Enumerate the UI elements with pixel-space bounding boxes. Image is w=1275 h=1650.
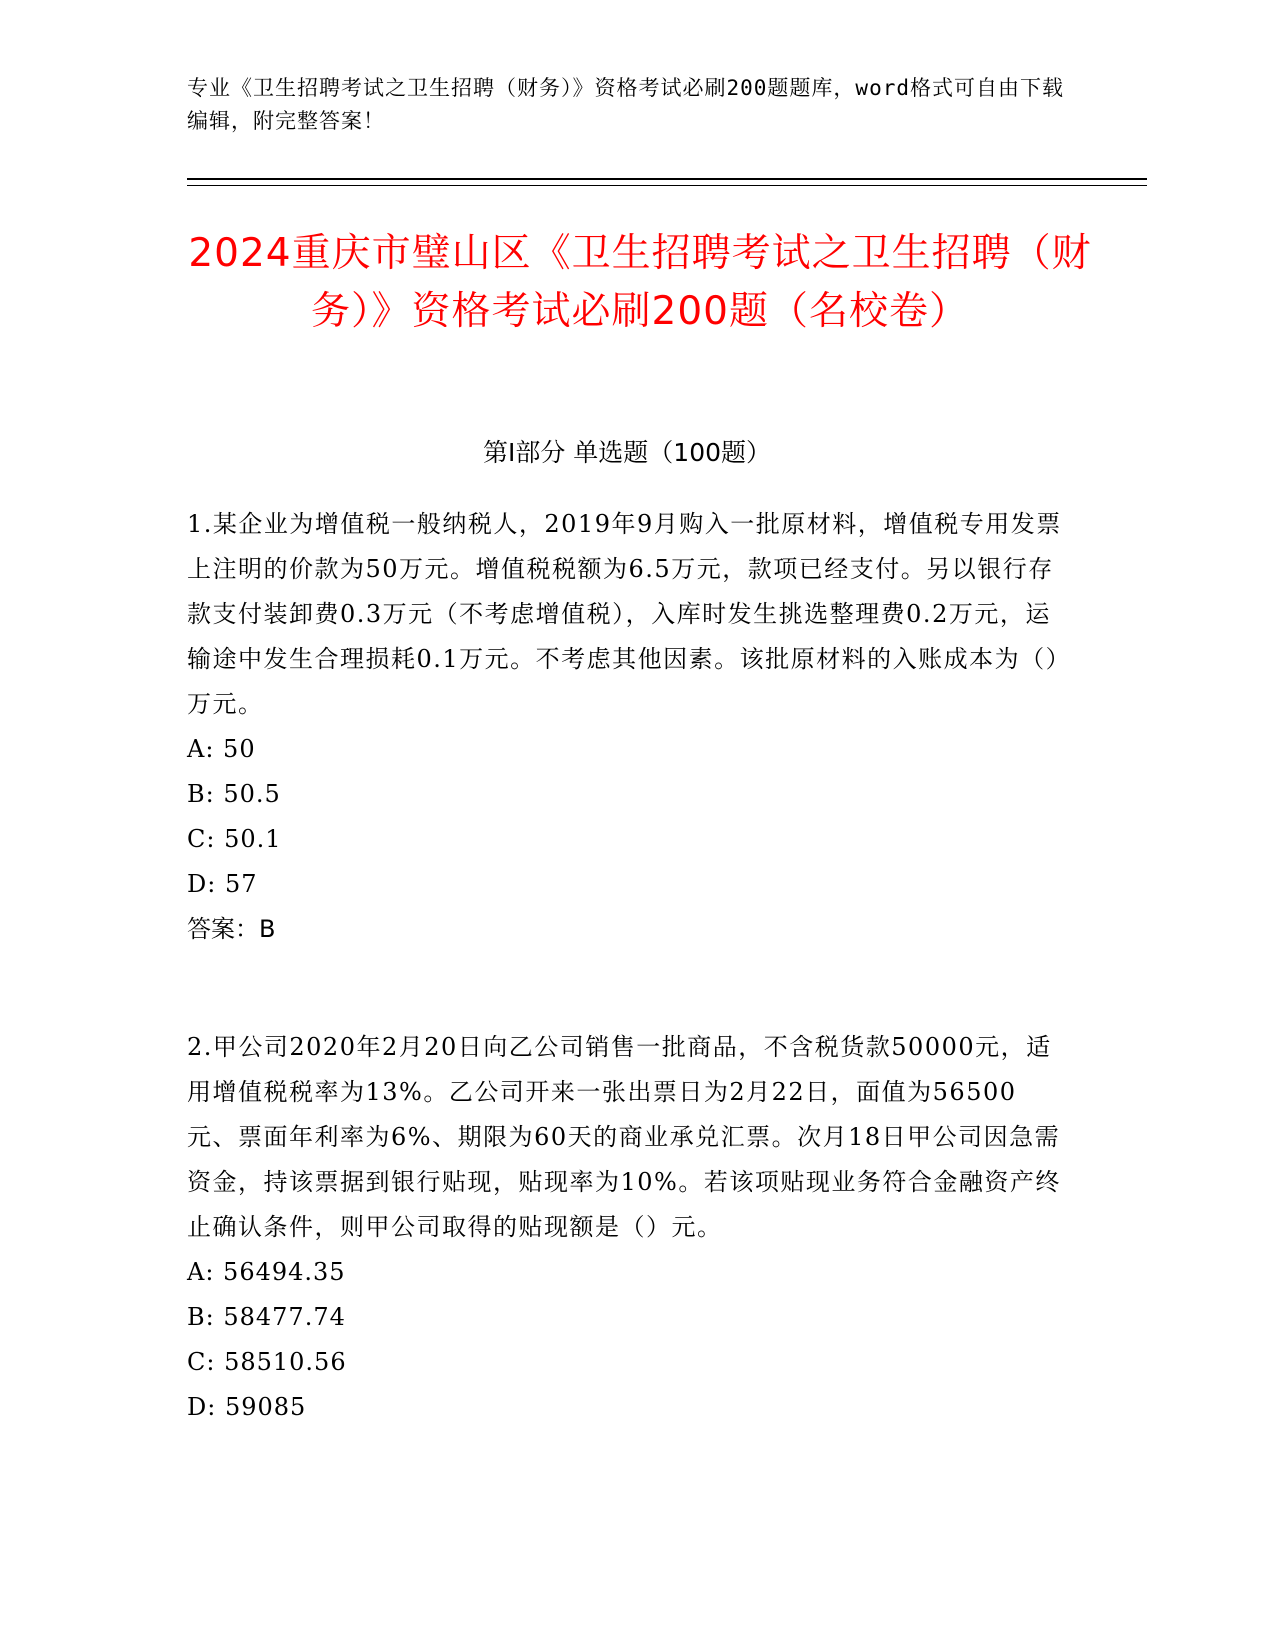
option-d: D: 57 [187, 870, 258, 898]
option-c: C: 58510.56 [187, 1348, 347, 1376]
option-d: D: 59085 [187, 1393, 307, 1421]
question-text: 2.甲公司2020年2月20日向乙公司销售一批商品，不含税货款50000元，适用增值税税率为13%。乙公司开来一张出票日为2月22日，面值为56500元、票面年利率为6%、期限为60天的商业承兑汇票。次月18日甲公司因急需资金，持该票据到银行贴现，贴现率为10%。若该项贴现业务符合金融资产终止确认条件，则甲公司取得的贴现额是（）元。 [187, 1033, 1061, 1241]
option-a: A: 50 [187, 735, 256, 763]
option-c: C: 50.1 [187, 825, 282, 853]
header-note: 专业《卫生招聘考试之卫生招聘（财务）》资格考试必刷200题题库，word格式可自由下载编辑，附完整答案！ [187, 76, 1064, 133]
question-text: 1.某企业为增值税一般纳税人，2019年9月购入一批原材料，增值税专用发票上注明的价款为50万元。增值税税额为6.5万元，款项已经支付。另以银行存款支付装卸费0.3万元（不考虑增值税），入库时发生挑选整理费0.2万元，运输途中发生合理损耗0.1万元。不考虑其他因素。该批原材料的入账成本为（）万元。 [187, 510, 1062, 718]
document-title: 2024重庆市璧山区《卫生招聘考试之卫生招聘（财务）》资格考试必刷200题（名校卷） [188, 231, 1092, 334]
answer: 答案：B [187, 915, 276, 943]
option-b: B: 50.5 [187, 780, 281, 808]
option-a: A: 56494.35 [187, 1258, 346, 1286]
section-title: 第Ⅰ部分 单选题（100题） [482, 438, 772, 467]
question-2 [187, 1025, 1067, 1430]
question-1 [187, 502, 1067, 952]
header-rule-thin [187, 185, 1147, 186]
option-b: B: 58477.74 [187, 1303, 346, 1331]
header-rule-thick [187, 178, 1147, 180]
